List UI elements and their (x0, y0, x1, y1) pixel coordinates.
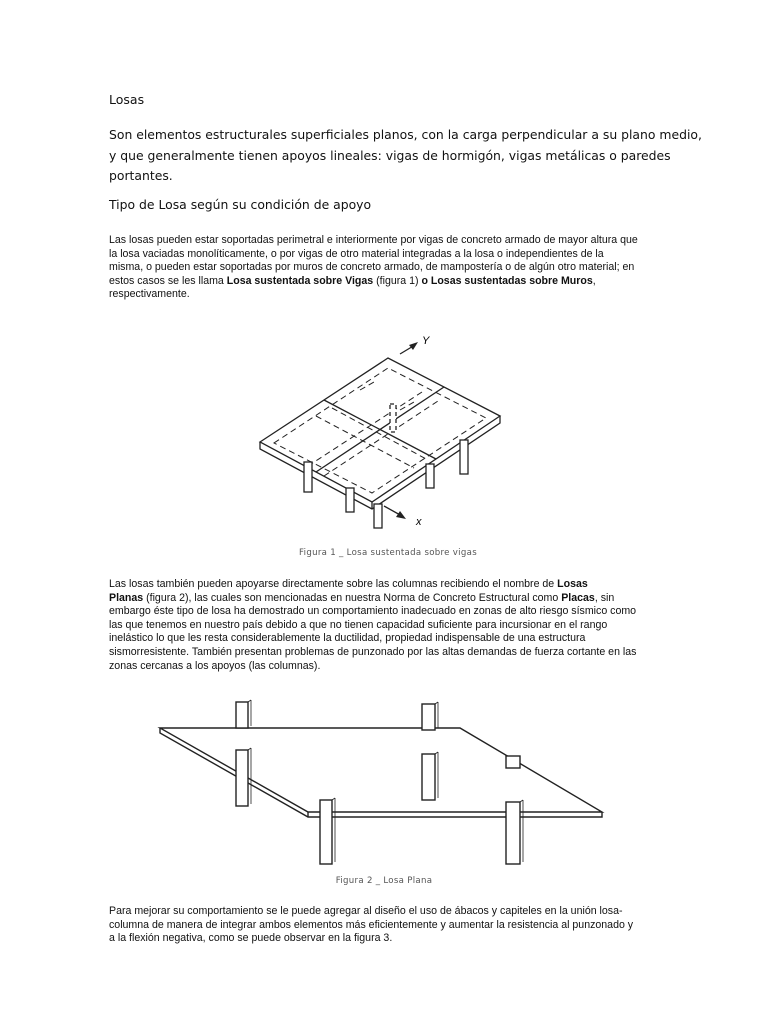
text-run: , sin (594, 591, 615, 604)
paragraph-line: respectivamente. (109, 288, 190, 301)
paragraph-line: sismorresistente. También presentan problemas de punzonado por las altas demandas de fuerza cortante en las (109, 645, 637, 658)
bold-term: o Losas sustentadas sobre Muros (421, 274, 593, 287)
paragraph-line: a la flexión negativa, como se puede observar en la figura 3. (109, 932, 393, 945)
intro-line: portantes. (109, 168, 173, 183)
section-title: Losas (109, 92, 145, 107)
bold-term: Losa sustentada sobre Vigas (226, 274, 374, 287)
paragraph-2 (109, 578, 664, 673)
intro-line: y que generalmente tienen apoyos lineales: vigas de hormigón, vigas metálicas o paredes (109, 147, 671, 163)
paragraph-line: inelástico lo que les resta considerablemente la ductilidad, propiedad indispensable de una estructura (109, 632, 586, 645)
paragraph-line: la losa vaciadas monolíticamente, o por vigas de otro material integradas a la losa o independientes de la (109, 247, 604, 260)
paragraph-line: Las losas pueden estar soportadas perimetral e interiormente por vigas de concreto armado de mayor altura que (109, 234, 638, 246)
figure-2-flat-slab (150, 700, 610, 870)
axis-label-y: Y (422, 335, 430, 347)
figure-2-caption: Figura 2 _ Losa Plana (335, 876, 433, 886)
subheading: Tipo de Losa según su condición de apoyo (109, 197, 372, 212)
text-run: , (592, 274, 596, 287)
paragraph-3 (109, 905, 664, 946)
intro-line: Son elementos estructurales superficiales planos, con la carga perpendicular a su plano medio, (109, 127, 702, 142)
paragraph-line: embargo éste tipo de losa ha demostrado un comportamiento inadecuado en zonas de alto riesgo sísmico como (109, 605, 637, 618)
text-run: (figura 2), las cuales son mencionadas en nuestra Norma de Concreto Estructural como (143, 591, 562, 604)
paragraph-line: columna de manera de integrar ambos elementos más eficientemente y aumentar la resistencia al punzonado y (109, 918, 634, 931)
paragraph-line: misma, o pueden estar soportadas por muros de concreto armado, de mampostería o de algún otro material; en (109, 261, 635, 274)
paragraph-1 (109, 234, 664, 302)
paragraph-line (109, 592, 664, 606)
bold-term: Placas (561, 591, 595, 604)
axis-label-x: x (416, 516, 422, 528)
intro-paragraph (109, 125, 702, 187)
text-run: (figura 1) (373, 274, 422, 287)
paragraph-line: zonas cercanas a los apoyos (las columnas). (109, 659, 321, 672)
paragraph-line (109, 578, 664, 592)
figure-1-slab-on-beams (250, 330, 510, 530)
paragraph-line (109, 275, 664, 289)
paragraph-line: Para mejorar su comportamiento se le puede agregar al diseño el uso de ábacos y capiteles en la unión losa- (109, 905, 623, 917)
bold-term: Losas (557, 578, 588, 590)
figure-1-caption: Figura 1 _ Losa sustentada sobre vigas (299, 548, 477, 558)
text-run: estos casos se les llama (109, 274, 227, 287)
text-run: Las losas también pueden apoyarse directamente sobre las columnas recibiendo el nombre de (109, 578, 558, 590)
paragraph-line: las que tenemos en nuestro país debido a que no tienen capacidad suficiente para incursionar en el rango (109, 618, 608, 631)
bold-term: Planas (109, 591, 144, 604)
